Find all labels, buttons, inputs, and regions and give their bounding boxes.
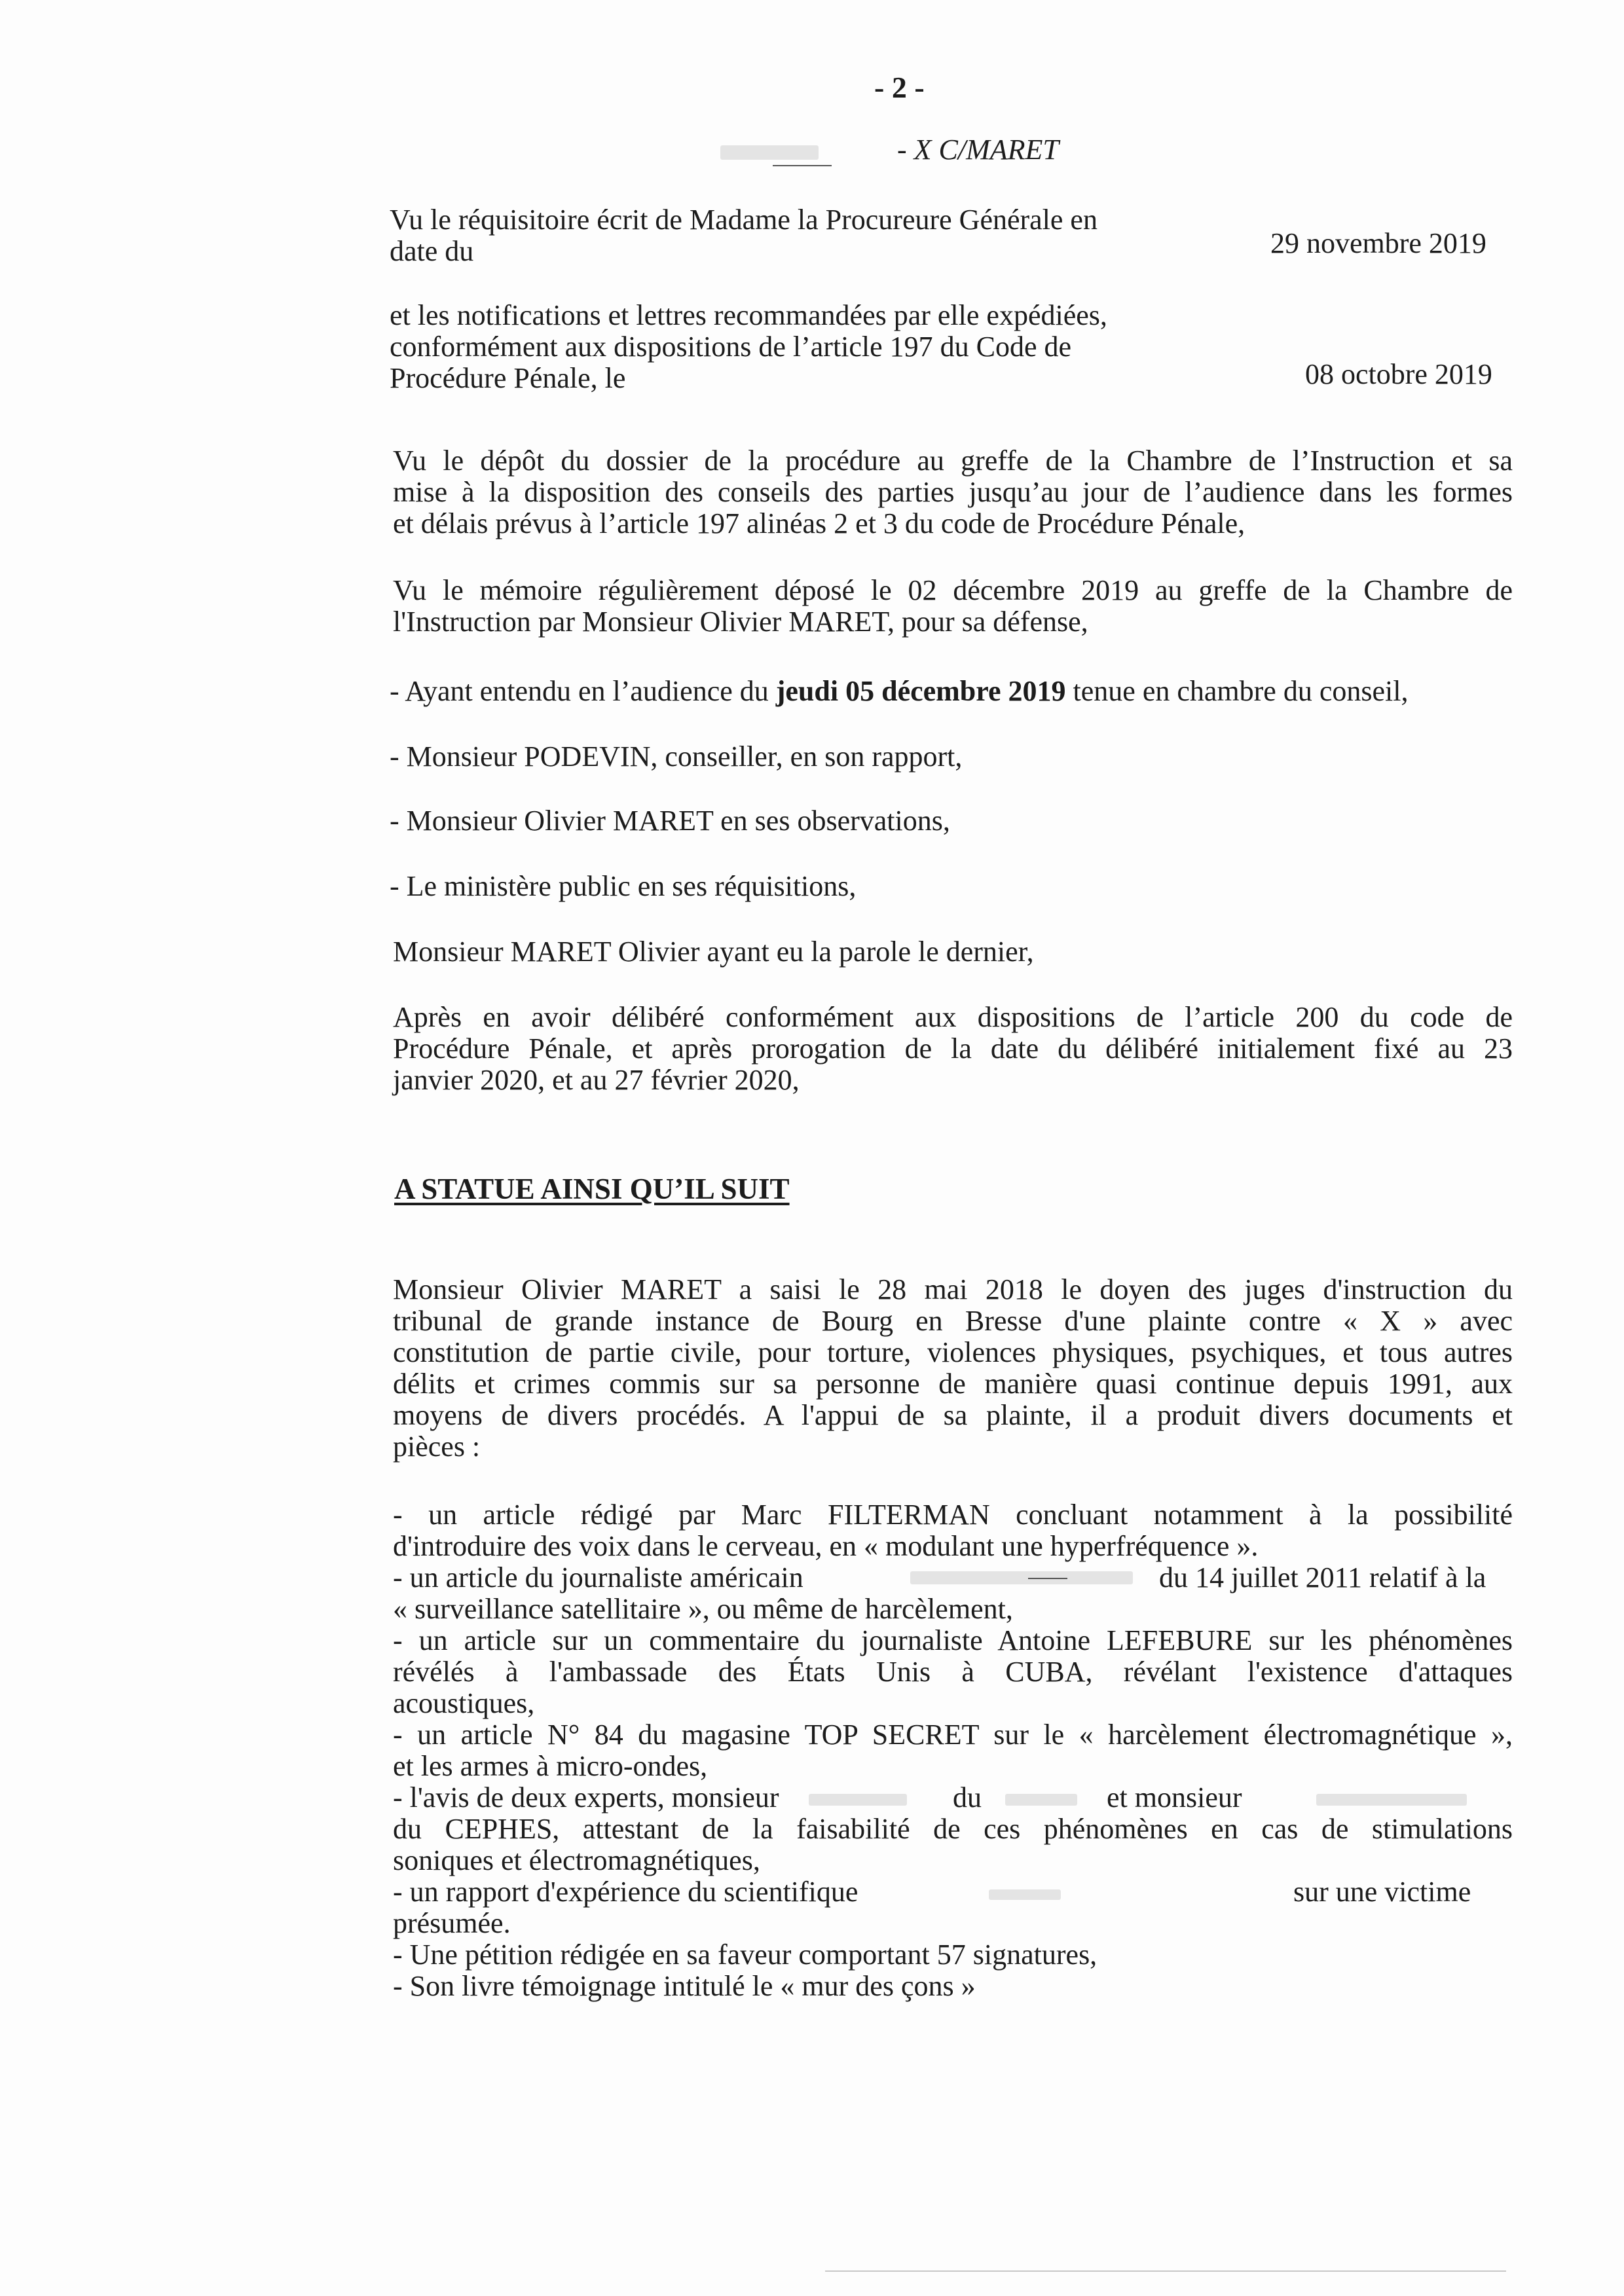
redaction-mark <box>773 165 832 166</box>
redacted-institution <box>1005 1794 1077 1806</box>
redacted-expert-1 <box>809 1794 907 1806</box>
memoire-line-2: l'Instruction par Monsieur Olivier MARET, pour sa défense, <box>393 606 1088 638</box>
piece-2-line-1-end: du 14 juillet 2011 relatif à la <box>1159 1561 1486 1594</box>
piece-4-line-1: - un article N° 84 du magasine TOP SECRET sur le « harcèlement électromagnétique », <box>393 1719 1513 1751</box>
plainte-line-2: tribunal de grande instance de Bourg en Bresse d'une plainte contre « X » avec <box>393 1305 1513 1337</box>
piece-7: - Une pétition rédigée en sa faveur comportant 57 signatures, <box>393 1939 1098 1971</box>
redaction-mark <box>1028 1578 1067 1579</box>
notifications-line-3: Procédure Pénale, le <box>390 362 626 394</box>
piece-3-line-2: révélés à l'ambassade des États Unis à CUBA, révélant l'existence d'attaques <box>393 1656 1513 1688</box>
observations-line: - Monsieur Olivier MARET en ses observations, <box>390 805 950 837</box>
requisitoire-line-1: Vu le réquisitoire écrit de Madame la Procureure Générale en <box>390 204 1098 236</box>
redacted-expert-2 <box>1316 1794 1467 1806</box>
piece-6-line-2: présumée. <box>393 1907 511 1939</box>
plainte-line-5: moyens de divers procédés. A l'appui de sa plainte, il a produit divers documents et <box>393 1399 1513 1431</box>
page-number: - 2 - <box>874 71 925 104</box>
delibere-line-1: Après en avoir délibéré conformément aux dispositions de l’article 200 du code de <box>393 1001 1513 1033</box>
piece-6-line-1-end: sur une victime <box>1293 1876 1471 1908</box>
section-title: A STATUE AINSI QU’IL SUIT <box>394 1173 790 1205</box>
plainte-line-6: pièces : <box>393 1430 481 1463</box>
audience-line <box>390 676 1408 707</box>
redacted-journalist-name <box>910 1571 1133 1584</box>
audience-suffix: tenue en chambre du conseil, <box>1065 675 1409 707</box>
piece-3-line-3: acoustiques, <box>393 1687 535 1719</box>
delibere-line-2: Procédure Pénale, et après prorogation de la date du délibéré initialement fixé au 23 <box>393 1032 1513 1065</box>
redacted-scientist <box>989 1889 1061 1900</box>
piece-5-line-3: soniques et électromagnétiques, <box>393 1844 760 1876</box>
plainte-line-1: Monsieur Olivier MARET a saisi le 28 mai 2018 le doyen des juges d'instruction du <box>393 1273 1513 1305</box>
depot-line-2: mise à la disposition des conseils des parties jusqu’au jour de l’audience dans les formes <box>393 476 1513 508</box>
piece-2-line-1-start: - un article du journaliste américain <box>393 1561 803 1594</box>
piece-3-line-1: - un article sur un commentaire du journaliste Antoine LEFEBURE sur les phénomènes <box>393 1624 1513 1656</box>
delibere-line-3: janvier 2020, et au 27 février 2020, <box>393 1064 800 1096</box>
parole-line: Monsieur MARET Olivier ayant eu la parole le dernier, <box>393 936 1034 968</box>
piece-4-line-2: et les armes à micro-ondes, <box>393 1750 708 1782</box>
plainte-line-4: délits et crimes commis sur sa personne de manière quasi continue depuis 1991, aux <box>393 1368 1513 1400</box>
requisitoire-line-2: date du <box>390 235 474 267</box>
piece-5-line-1-start: - l'avis de deux experts, monsieur <box>393 1781 779 1813</box>
plainte-line-3: constitution de partie civile, pour torture, violences physiques, psychiques, et tous autres <box>393 1336 1513 1368</box>
piece-5-line-2: du CEPHES, attestant de la faisabilité de ces phénomènes en cas de stimulations <box>393 1813 1513 1845</box>
piece-2-line-2: « surveillance satellitaire », ou même de harcèlement, <box>393 1593 1013 1625</box>
rapport-line: - Monsieur PODEVIN, conseiller, en son rapport, <box>390 740 963 773</box>
requisitoire-date: 29 novembre 2019 <box>1270 227 1486 259</box>
depot-line-1: Vu le dépôt du dossier de la procédure au greffe de la Chambre de l’Instruction et sa <box>393 445 1513 477</box>
redacted-name-header <box>720 145 819 160</box>
audience-prefix: - Ayant entendu en l’audience du <box>390 675 776 707</box>
case-reference: - X C/MARET <box>897 134 1059 166</box>
audience-date: jeudi 05 décembre 2019 <box>775 675 1066 707</box>
piece-5-line-1-du: du <box>953 1781 982 1813</box>
piece-8: - Son livre témoignage intitulé le « mur des çons » <box>393 1970 976 2002</box>
notifications-line-1: et les notifications et lettres recommandées par elle expédiées, <box>390 299 1107 331</box>
piece-1-line-2: d'introduire des voix dans le cerveau, en « modulant une hyperfréquence ». <box>393 1530 1259 1562</box>
piece-5-line-1-end: et monsieur <box>1107 1781 1242 1813</box>
memoire-line-1: Vu le mémoire régulièrement déposé le 02 décembre 2019 au greffe de la Chambre de <box>393 574 1513 606</box>
depot-line-3: et délais prévus à l’article 197 alinéas 2 et 3 du code de Procédure Pénale, <box>393 507 1246 539</box>
piece-1-line-1: - un article rédigé par Marc FILTERMAN concluant notamment à la possibilité <box>393 1499 1513 1531</box>
notifications-line-2: conformément aux dispositions de l’article 197 du Code de <box>390 331 1072 363</box>
piece-6-line-1-start: - un rapport d'expérience du scientifique <box>393 1876 858 1908</box>
ministere-line: - Le ministère public en ses réquisitions, <box>390 870 857 902</box>
notifications-date: 08 octobre 2019 <box>1305 358 1492 390</box>
scan-edge-line <box>825 2270 1506 2272</box>
